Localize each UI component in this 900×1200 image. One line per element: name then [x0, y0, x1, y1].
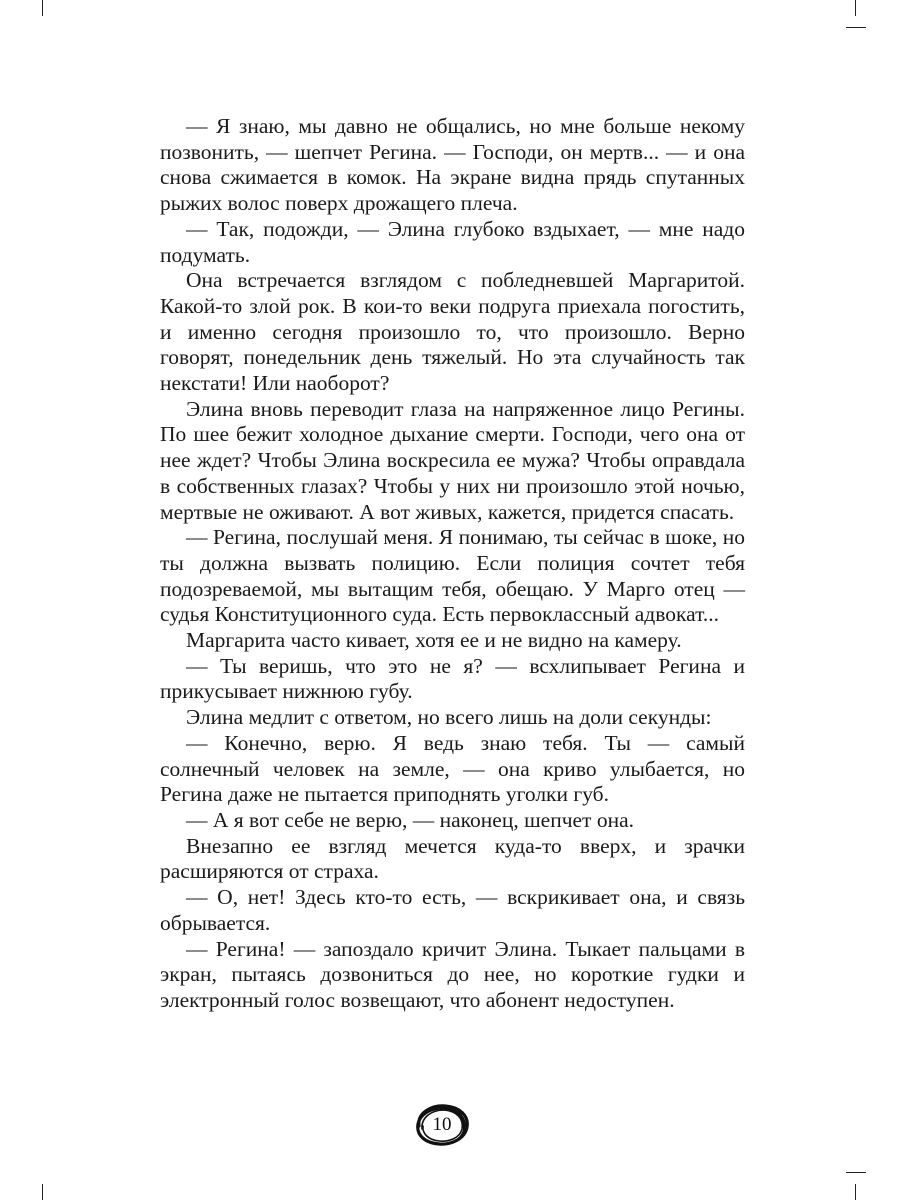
paragraph: — О, нет! Здесь кто-то есть, — вскрикивает она, и связь обрывается. — [160, 885, 745, 935]
crop-mark-top-left — [42, 0, 43, 16]
crop-mark-bottom-right-horizontal — [846, 1172, 866, 1173]
paragraph: Внезапно ее взгляд мечется куда-то вверх, и зрачки расширяются от страха. — [160, 833, 745, 884]
page-number-badge — [411, 1102, 473, 1148]
paragraph: — Я знаю, мы давно не общались, но мне больше некому позвонить, — шепчет Регина. — Господи, он мертв... — и она снова сжимается в комок. На экране видна прядь спутанных рыжих волос поверх дрожащего плеча. — [160, 114, 745, 216]
body-text — [160, 114, 745, 1014]
paragraph: — Регина! — запоздало кричит Элина. Тыкает пальцами в экран, пытаясь дозвониться до нее, но короткие гудки и электронный голос возвещают, что абонент недоступен. — [160, 936, 745, 1012]
paragraph: Она встречается взглядом с побледневшей Маргаритой. Какой-то злой рок. В кои-то веки подруга приехала погостить, и именно сегодня произошло то, что произошло. Верно говорят, понедельник день тяжелый. Но эта случайность так некстати! Или наоборот? — [160, 268, 745, 396]
crop-mark-top-right-horizontal — [846, 27, 866, 28]
paragraph: — А я вот себе не верю, — наконец, шепчет она. — [186, 807, 634, 832]
paragraph: Элина вновь переводит глаза на напряженное лицо Регины. По шее бежит холодное дыхание смерти. Господи, чего она от нее ждет? Чтобы Элина воскресила ее мужа? Чтобы оправдала в собственных глазах? Чтобы у них ни произошло этой ночью, мертвые не оживают. А вот живых, кажется, придется спасать. — [160, 396, 745, 524]
page-number: 10 — [432, 1114, 452, 1135]
crop-mark-bottom-right-vertical — [855, 1184, 856, 1200]
paragraph: — Так, подожди, — Элина глубоко вздыхает, — мне надо подумать. — [160, 216, 745, 267]
crop-mark-bottom-left — [42, 1184, 43, 1200]
paragraph: — Ты веришь, что это не я? — всхлипывает Регина и прикусывает нижнюю губу. — [160, 653, 745, 704]
paragraph: — Регина, послушай меня. Я понимаю, ты сейчас в шоке, но ты должна вызвать полицию. Если полиция сочтет тебя подозреваемой, мы вытащим тебя, обещаю. У Марго отец — судья Конституционного суда. Есть первоклассный адвокат... — [160, 525, 745, 627]
crop-mark-top-right-vertical — [855, 0, 856, 16]
paragraph: — Конечно, верю. Я ведь знаю тебя. Ты — самый солнечный человек на земле, — она криво улыбается, но Регина даже не пытается приподнять уголки губ. — [160, 730, 745, 807]
paragraph: Элина медлит с ответом, но всего лишь на доли секунды: — [186, 705, 712, 730]
paragraph: Маргарита часто кивает, хотя ее и не видно на камеру. — [186, 628, 682, 653]
